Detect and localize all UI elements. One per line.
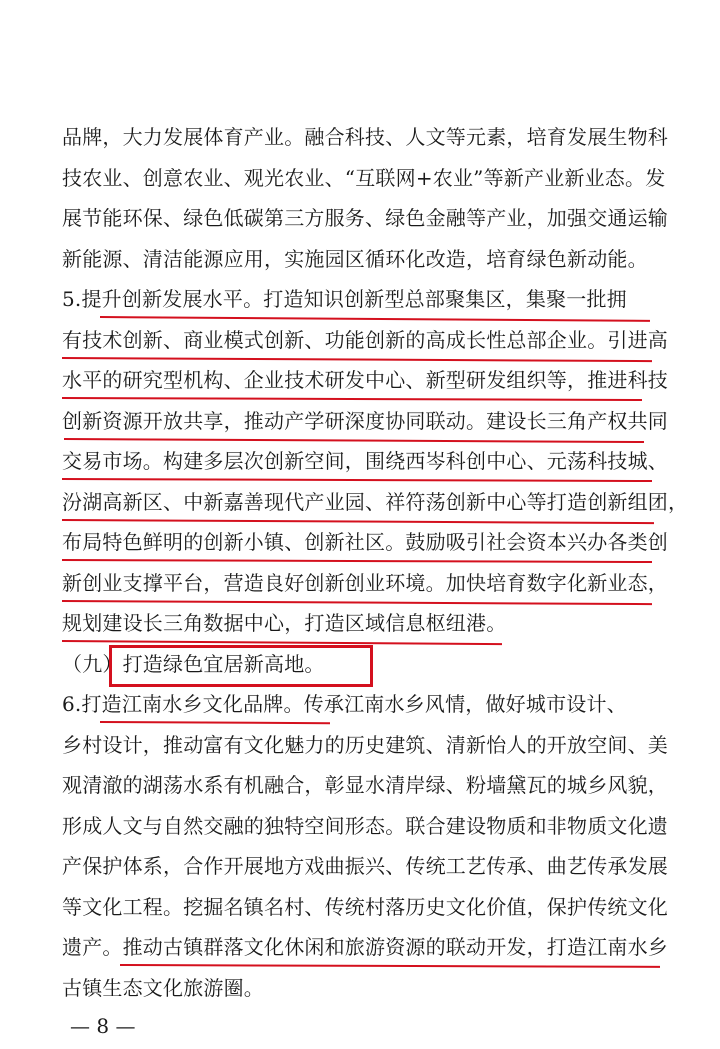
red-underline [62,600,652,605]
red-underline [64,438,644,443]
text-line: 规划建设长三角数据中心，打造区域信息枢纽港。 [62,611,507,635]
text-line: 观清澈的湖荡水系有机融合，彰显水清岸绿、粉墙黛瓦的城乡风貌， [62,773,668,797]
red-underline [62,559,652,563]
text-line: 布局特色鲜明的创新小镇、创新社区。鼓励吸引社会资本兴办各类创 [62,530,668,554]
red-underline [120,964,660,968]
text-line: 品牌，大力发展体育产业。融合科技、人文等元素，培育发展生物科 [62,125,668,149]
heading-highlight-box [109,645,373,687]
red-underline [62,478,652,482]
text-line: 等文化工程。挖掘名镇名村、传统村落历史文化价值，保护传统文化 [62,894,668,919]
text-line: 古镇生态文化旅游圈。 [62,975,264,1000]
text-line: 新创业支撑平台，营造良好创新创业环境。加快培育数字化新业态， [62,570,668,595]
red-underline [100,721,330,724]
text-line: 5.提升创新发展水平。打造知识创新型总部聚集区，集聚一批拥 [62,287,627,311]
text-line: 形成人文与自然交融的独特空间形态。联合建设物质和非物质文化遗 [62,813,668,838]
text-line: 乡村设计，推动富有文化魅力的历史建筑、清新怡人的开放空间、美 [62,732,668,757]
page-number: — 8 — [70,1014,136,1038]
text-line: 新能源、清洁能源应用，实施园区循环化改造，培育绿色新动能。 [62,246,648,271]
red-underline [62,519,654,524]
text-line: 创新资源开放共享，推动产学研深度协同联动。建设长三角产权共同 [62,408,668,433]
red-underline [62,357,652,362]
text-line: 有技术创新、商业模式创新、功能创新的高成长性总部企业。引进高 [62,327,668,352]
text-line: 汾湖高新区、中新嘉善现代产业园、祥符荡创新中心等打造创新组团， [62,489,689,514]
red-underline [100,316,650,322]
text-line: 6.打造江南水乡文化品牌。传承江南水乡风情，做好城市设计、 [62,692,627,716]
red-underline [62,397,642,401]
section-heading: （九）打造绿色宜居新高地。 [62,651,325,676]
text-line: 水平的研究型机构、企业技术研发中心、新型研发组织等，推进科技 [62,368,668,392]
text-line: 遗产。推动古镇群落文化休闲和旅游资源的联动开发，打造江南水乡 [62,935,668,959]
text-line: 交易市场。构建多层次创新空间，围绕西岑科创中心、元荡科技城、 [62,449,668,473]
text-line: 技农业、创意农业、观光农业、“互联网+农业”等新产业新业态。发 [62,165,666,190]
text-line: 展节能环保、绿色低碳第三方服务、绿色金融等产业，加强交通运输 [62,206,668,230]
text-line: 产保护体系，合作开展地方戏曲振兴、传统工艺传承、曲艺传承发展 [62,854,668,878]
